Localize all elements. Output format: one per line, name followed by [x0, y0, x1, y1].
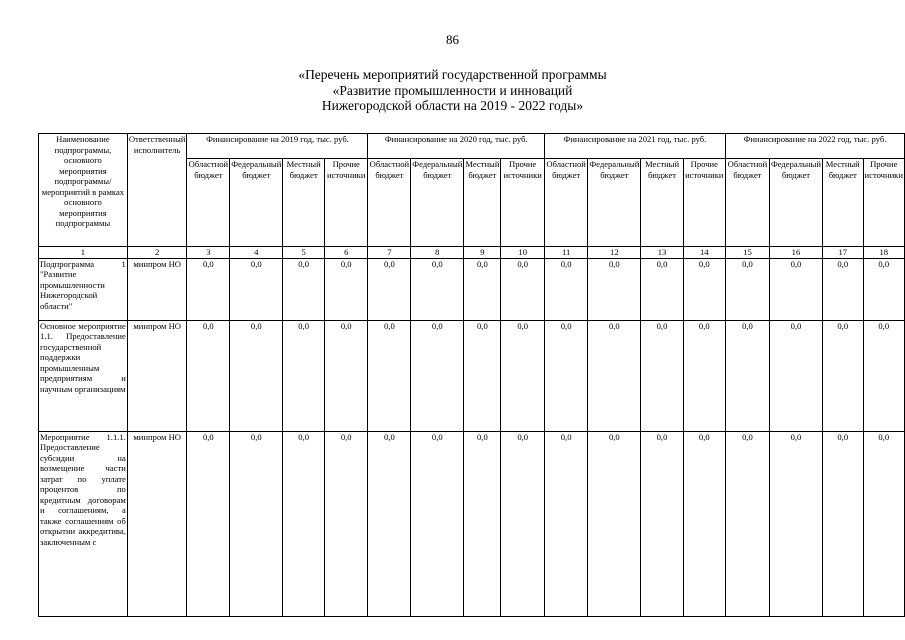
header-year-2019: Финансирование на 2019 год, тыс. руб. — [187, 134, 368, 159]
row-value: 0,0 — [230, 431, 283, 616]
sub-other-sources: Прочие источники — [863, 159, 904, 247]
row-value: 0,0 — [411, 431, 464, 616]
row-value: 0,0 — [464, 431, 501, 616]
sub-local-budget: Местный бюджет — [641, 159, 683, 247]
row-value: 0,0 — [588, 320, 641, 431]
row-value: 0,0 — [822, 431, 863, 616]
row-value: 0,0 — [501, 431, 545, 616]
table-row — [39, 431, 905, 616]
title-line-3: Нижегородской области на 2019 - 2022 годы» — [321, 98, 584, 113]
sub-local-budget: Местный бюджет — [822, 159, 863, 247]
column-number: 16 — [769, 247, 822, 259]
column-number: 9 — [464, 247, 501, 259]
sub-regional-budget: Областной бюджет — [187, 159, 230, 247]
row-responsible: минпром НО — [127, 431, 187, 616]
column-number: 4 — [230, 247, 283, 259]
row-value: 0,0 — [641, 320, 683, 431]
row-value: 0,0 — [544, 431, 587, 616]
row-name — [39, 431, 128, 616]
row-value: 0,0 — [324, 258, 368, 320]
row-value: 0,0 — [411, 320, 464, 431]
row-value: 0,0 — [230, 320, 283, 431]
row-value: 0,0 — [187, 431, 230, 616]
row-value: 0,0 — [283, 258, 325, 320]
row-value: 0,0 — [368, 320, 411, 431]
row-value: 0,0 — [725, 320, 769, 431]
row-value: 0,0 — [769, 258, 822, 320]
row-value: 0,0 — [411, 258, 464, 320]
sub-other-sources: Прочие источники — [324, 159, 368, 247]
row-value: 0,0 — [725, 431, 769, 616]
column-number: 10 — [501, 247, 545, 259]
row-value: 0,0 — [863, 258, 904, 320]
column-number: 15 — [725, 247, 769, 259]
column-number: 11 — [544, 247, 587, 259]
column-number: 12 — [588, 247, 641, 259]
page-number: 86 — [446, 32, 459, 47]
row-value: 0,0 — [187, 258, 230, 320]
row-value: 0,0 — [588, 431, 641, 616]
sub-local-budget: Местный бюджет — [464, 159, 501, 247]
row-value: 0,0 — [822, 320, 863, 431]
row-value: 0,0 — [683, 258, 725, 320]
row-value: 0,0 — [230, 258, 283, 320]
header-name: Наименование подпрограммы, основного мероприятия подпрограммы/мероприятий в рамках основного мероприятия подпрограммы — [39, 134, 128, 247]
row-responsible: минпром НО — [127, 258, 187, 320]
row-value: 0,0 — [683, 320, 725, 431]
row-value: 0,0 — [283, 431, 325, 616]
column-number: 1 — [39, 247, 128, 259]
column-number: 18 — [863, 247, 904, 259]
header-year-2022: Финансирование на 2022 год, тыс. руб. — [725, 134, 904, 159]
document-title — [0, 67, 905, 114]
row-value: 0,0 — [324, 320, 368, 431]
title-line-1: «Перечень мероприятий государственной программы — [298, 67, 607, 82]
row-value: 0,0 — [464, 320, 501, 431]
row-value: 0,0 — [641, 258, 683, 320]
column-number: 13 — [641, 247, 683, 259]
row-value: 0,0 — [769, 431, 822, 616]
row-value: 0,0 — [501, 320, 545, 431]
row-value: 0,0 — [544, 320, 587, 431]
row-value: 0,0 — [683, 431, 725, 616]
row-value: 0,0 — [324, 431, 368, 616]
column-number: 14 — [683, 247, 725, 259]
row-name-text: Мероприятие 1.1.1. Предоставление субсидии на возмещение части затрат по уплате процентов по кредитным договорам и соглашениям, а также соглашениям об открытии аккредитива, заключенным с — [40, 431, 126, 547]
sub-other-sources: Прочие источники — [683, 159, 725, 247]
column-number: 17 — [822, 247, 863, 259]
sub-federal-budget: Федеральный бюджет — [769, 159, 822, 247]
row-name: Подпрограмма 1 "Развитие промышленности Нижегородской области" — [39, 258, 128, 320]
row-value: 0,0 — [641, 431, 683, 616]
header-year-2020: Финансирование на 2020 год, тыс. руб. — [368, 134, 544, 159]
row-responsible: минпром НО — [127, 320, 187, 431]
row-value: 0,0 — [769, 320, 822, 431]
sub-regional-budget: Областной бюджет — [725, 159, 769, 247]
column-number: 8 — [411, 247, 464, 259]
sub-federal-budget: Федеральный бюджет — [230, 159, 283, 247]
row-value: 0,0 — [368, 431, 411, 616]
row-value: 0,0 — [725, 258, 769, 320]
column-number: 5 — [283, 247, 325, 259]
column-number-row — [39, 247, 905, 259]
row-value: 0,0 — [822, 258, 863, 320]
row-value: 0,0 — [283, 320, 325, 431]
row-value: 0,0 — [501, 258, 545, 320]
header-responsible: Ответственный исполнитель — [127, 134, 187, 247]
sub-local-budget: Местный бюджет — [283, 159, 325, 247]
title-line-2: «Развитие промышленности и инноваций — [332, 82, 573, 98]
sub-federal-budget: Федеральный бюджет — [588, 159, 641, 247]
row-value: 0,0 — [863, 320, 904, 431]
sub-other-sources: Прочие источники — [501, 159, 545, 247]
column-number: 6 — [324, 247, 368, 259]
row-value: 0,0 — [588, 258, 641, 320]
row-value: 0,0 — [863, 431, 904, 616]
header-year-2021: Финансирование на 2021 год, тыс. руб. — [544, 134, 725, 159]
sub-regional-budget: Областной бюджет — [368, 159, 411, 247]
row-value: 0,0 — [187, 320, 230, 431]
row-value: 0,0 — [368, 258, 411, 320]
table-row — [39, 258, 905, 320]
row-value: 0,0 — [544, 258, 587, 320]
row-value: 0,0 — [464, 258, 501, 320]
table-row — [39, 320, 905, 431]
sub-federal-budget: Федеральный бюджет — [411, 159, 464, 247]
column-number: 3 — [187, 247, 230, 259]
row-name: Основное мероприятие 1.1. Предоставление государственной поддержки промышленным предприятиям и научным организациям — [39, 320, 128, 431]
column-number: 2 — [127, 247, 187, 259]
sub-regional-budget: Областной бюджет — [544, 159, 587, 247]
column-number: 7 — [368, 247, 411, 259]
financing-table — [38, 133, 905, 617]
